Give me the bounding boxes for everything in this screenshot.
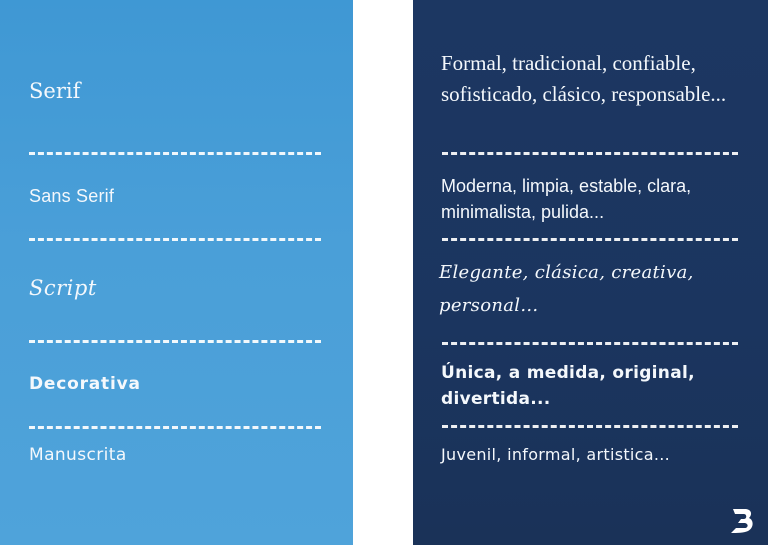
dashed-divider [442, 152, 738, 155]
dashed-divider [442, 425, 738, 428]
label-serif: Serif [29, 79, 81, 103]
label-manuscrita: Manuscrita [29, 445, 127, 465]
dashed-divider [29, 152, 321, 155]
description-sans-serif: Moderna, limpia, estable, clara, minimalista, pulida... [441, 176, 692, 222]
description-serif: Formal, tradicional, confiable, sofisticado, clásico, responsable... [441, 51, 727, 106]
label-decorativa: Decorativa [29, 374, 141, 394]
font-description-panel [413, 0, 768, 545]
dashed-divider [29, 426, 321, 429]
dashed-divider [29, 340, 321, 343]
description-script: Elegante, clásica, creativa, personal... [439, 262, 694, 316]
dashed-divider [442, 238, 738, 241]
dashed-divider [29, 238, 321, 241]
dashed-divider [442, 342, 738, 345]
label-sans-serif: Sans Serif [29, 186, 115, 206]
font-category-panel [0, 0, 353, 545]
description-manuscrita: Juvenil, informal, artistica... [441, 445, 671, 464]
label-script: Script [29, 276, 97, 300]
brand-b-logo-icon [728, 506, 756, 536]
description-decorativa: Única, a medida, original, divertida... [441, 363, 695, 409]
